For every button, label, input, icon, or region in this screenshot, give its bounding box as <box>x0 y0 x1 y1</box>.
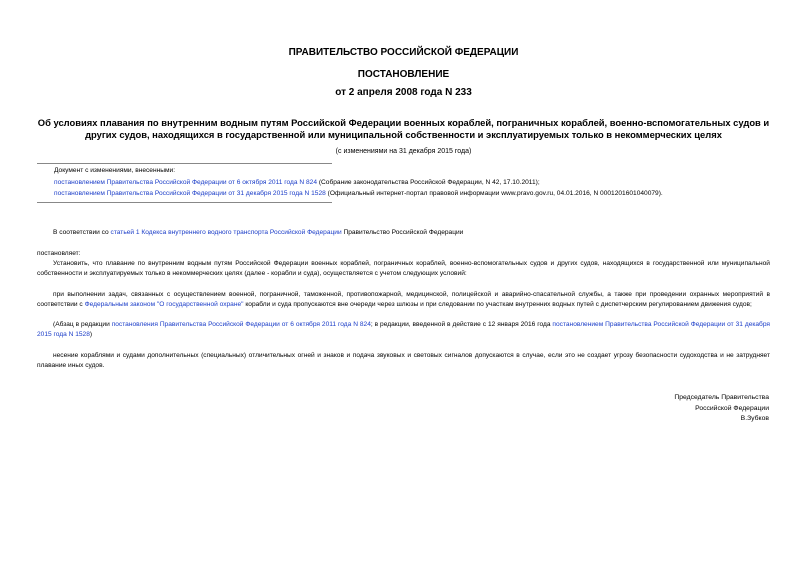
paragraph-conditions: Установить, что плавание по внутренним водным путям Российской Федерации военных кораблей, пограничных кораблей, военно-вспомогательных судов и других судов, находящихся в государственной или муниципальной собственности и эксплуатируемых только в некоммерческих целях (далее - корабли и суда), осуществляется с учетом следующих условий: <box>37 260 770 277</box>
amendments-block <box>54 166 774 199</box>
paragraph-text: при выполнении задач, связанных с осуществлением военной, пограничной, таможенной, противопожарной, медицинской, полицейской и аварийно-спасательной службы, а также при проведении охранных мероприятий в соответствии с <box>37 291 770 308</box>
signature-block <box>674 393 769 425</box>
government-heading: ПРАВИТЕЛЬСТВО РОССИЙСКОЙ ФЕДЕРАЦИИ <box>288 47 519 58</box>
paragraph-priority-passage <box>37 290 770 309</box>
amendment-link-2015[interactable]: постановлением Правительства Российской Федерации от 31 декабря 2015 года N 1528 <box>54 190 326 198</box>
amendment-item <box>54 178 774 188</box>
amendment-item <box>54 189 774 199</box>
resolves-text: постановляет: <box>37 250 81 257</box>
divider-bottom <box>37 202 332 203</box>
edition-text: ; в редакции, введенной в действие с 12 января 2016 года <box>370 321 553 328</box>
edition-text: ) <box>89 330 93 338</box>
paragraph-edition-note <box>37 320 770 339</box>
signature-country: Российской Федерации <box>695 404 769 412</box>
divider-top <box>37 163 332 164</box>
edition-link-2015[interactable]: постановлением Правительства Российской Федерации от 31 декабря 2015 года N 1528 <box>37 321 770 338</box>
amendment-link-2011[interactable]: постановлением Правительства Российской Федерации от 6 октября 2011 года N 824 <box>54 178 317 186</box>
signature-name: В.Зубков <box>740 415 769 422</box>
amendment-source: (Официальный интернет-портал правовой информации www.pravo.gov.ru, 04.01.2016, N 0001201601040079). <box>325 190 663 198</box>
signature-position: Председатель Правительства <box>674 394 769 401</box>
edition-link-2011[interactable]: постановления Правительства Российской Федерации от 6 октября 2011 года N 824 <box>111 321 371 328</box>
edition-text: (Абзац в редакции <box>53 321 112 328</box>
paragraph-text: корабли и суда пропускаются вне очереди через шлюзы и при следовании по участкам внутренних водных путей с диспетчерским регулированием движения судов; <box>243 300 752 308</box>
changes-note: (с изменениями на 31 декабря 2015 года) <box>335 148 472 155</box>
document-type-heading: ПОСТАНОВЛЕНИЕ <box>357 69 450 80</box>
amendments-intro: Документ с изменениями, внесенными: <box>54 167 176 174</box>
federal-law-link[interactable]: Федеральным законом "О государственной охране" <box>84 300 244 308</box>
preamble-text: В соответствии со <box>53 229 111 236</box>
preamble-text: Правительство Российской Федерации <box>341 229 464 236</box>
amendment-source: (Собрание законодательства Российской Федерации, N 42, 17.10.2011); <box>317 178 540 186</box>
code-article-link[interactable]: статьей 1 Кодекса внутреннего водного транспорта Российской Федерации <box>110 229 342 236</box>
paragraph-signals: несение кораблями и судами дополнительных (специальных) отличительных огней и знаков и подача звуковых и световых сигналов допускаются в случае, если это не создает угрозу безопасности судоходства и не затрудняет плавание иных судов. <box>37 352 770 369</box>
document-title: Об условиях плавания по внутренним водным путям Российской Федерации военных кораблей, пограничных кораблей, военно-вспомогательных судов и других судов, находящихся в государственной или муниципальной собственности и эксплуатируемых только в некоммерческих целях <box>37 117 770 140</box>
document-date-number: от 2 апреля 2008 года N 233 <box>335 87 472 98</box>
paragraph-preamble <box>37 228 770 238</box>
